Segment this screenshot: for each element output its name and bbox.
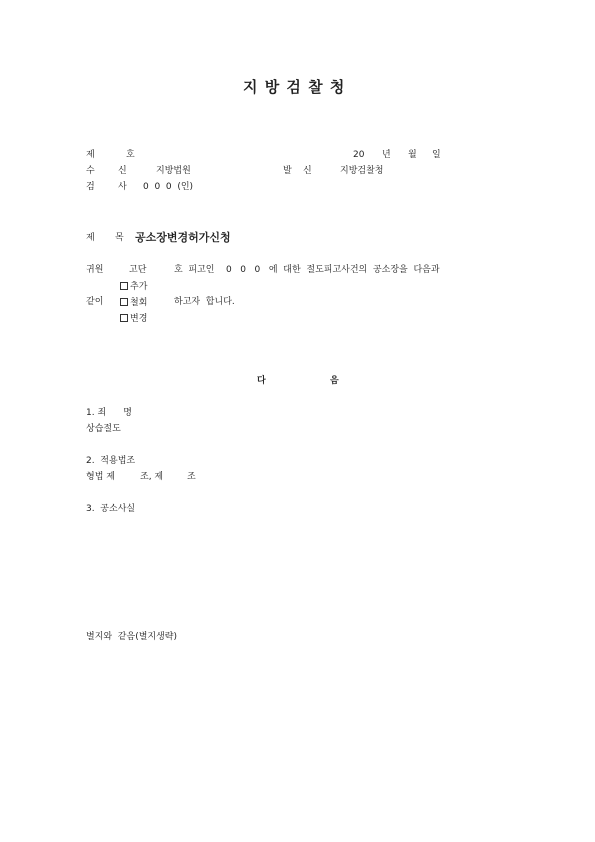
prosecutor-label-2: 사 — [118, 182, 127, 192]
prosecutor-value: 0 0 0 (인) — [143, 182, 194, 192]
section-2-value-b: 조, 제 — [140, 472, 164, 482]
option-withdraw-label: 철회 — [130, 298, 148, 308]
heading-eum: 음 — [330, 376, 339, 386]
checkbox-icon — [120, 298, 128, 306]
option-add-label: 추가 — [130, 282, 148, 292]
sender-value: 지방검찰청 — [340, 166, 384, 176]
section-2-value-a: 형법 제 — [86, 472, 115, 482]
page-title: 지 방 검 찰 청 — [243, 78, 346, 96]
section-1-value: 상습절도 — [86, 424, 121, 434]
body-like: 같이 — [86, 297, 104, 307]
body-case-type: 고단 — [129, 265, 147, 275]
date-day-unit: 일 — [432, 150, 441, 160]
date-year: 20 — [353, 150, 365, 160]
date-month-unit: 월 — [408, 150, 417, 160]
section-2-title: 2. 적용법조 — [86, 456, 136, 466]
section-1-title: 1. 죄 명 — [86, 408, 133, 418]
option-change[interactable] — [120, 314, 147, 324]
checkbox-icon — [120, 282, 128, 290]
option-withdraw[interactable] — [120, 298, 147, 308]
doc-number-suffix: 호 — [126, 150, 135, 160]
prosecutor-label: 검 — [86, 182, 95, 192]
recipient-value: 지방법원 — [156, 166, 191, 176]
recipient-label: 수 — [86, 166, 95, 176]
body-line-1: 호 피고인 0 0 0 에 대한 절도피고사건의 공소장을 다음과 — [174, 265, 440, 275]
option-add[interactable] — [120, 282, 147, 292]
subject-label-2: 목 — [115, 233, 124, 243]
heading-da: 다 — [257, 376, 266, 386]
recipient-label-2: 신 — [118, 166, 127, 176]
sender-label: 발 — [283, 166, 292, 176]
subject-value: 공소장변경허가신청 — [135, 231, 231, 244]
sender-label-2: 신 — [303, 166, 312, 176]
checkbox-icon — [120, 314, 128, 322]
option-change-label: 변경 — [130, 314, 148, 324]
doc-number-label: 제 — [86, 150, 95, 160]
date-year-unit: 년 — [382, 150, 391, 160]
body-line-2: 하고자 합니다. — [174, 297, 235, 307]
subject-label: 제 — [86, 233, 95, 243]
section-2-value-c: 조 — [187, 472, 196, 482]
body-court: 귀원 — [86, 265, 104, 275]
section-3-title: 3. 공소사실 — [86, 504, 136, 514]
footer-note: 별지와 같음(별지생략) — [86, 632, 177, 642]
